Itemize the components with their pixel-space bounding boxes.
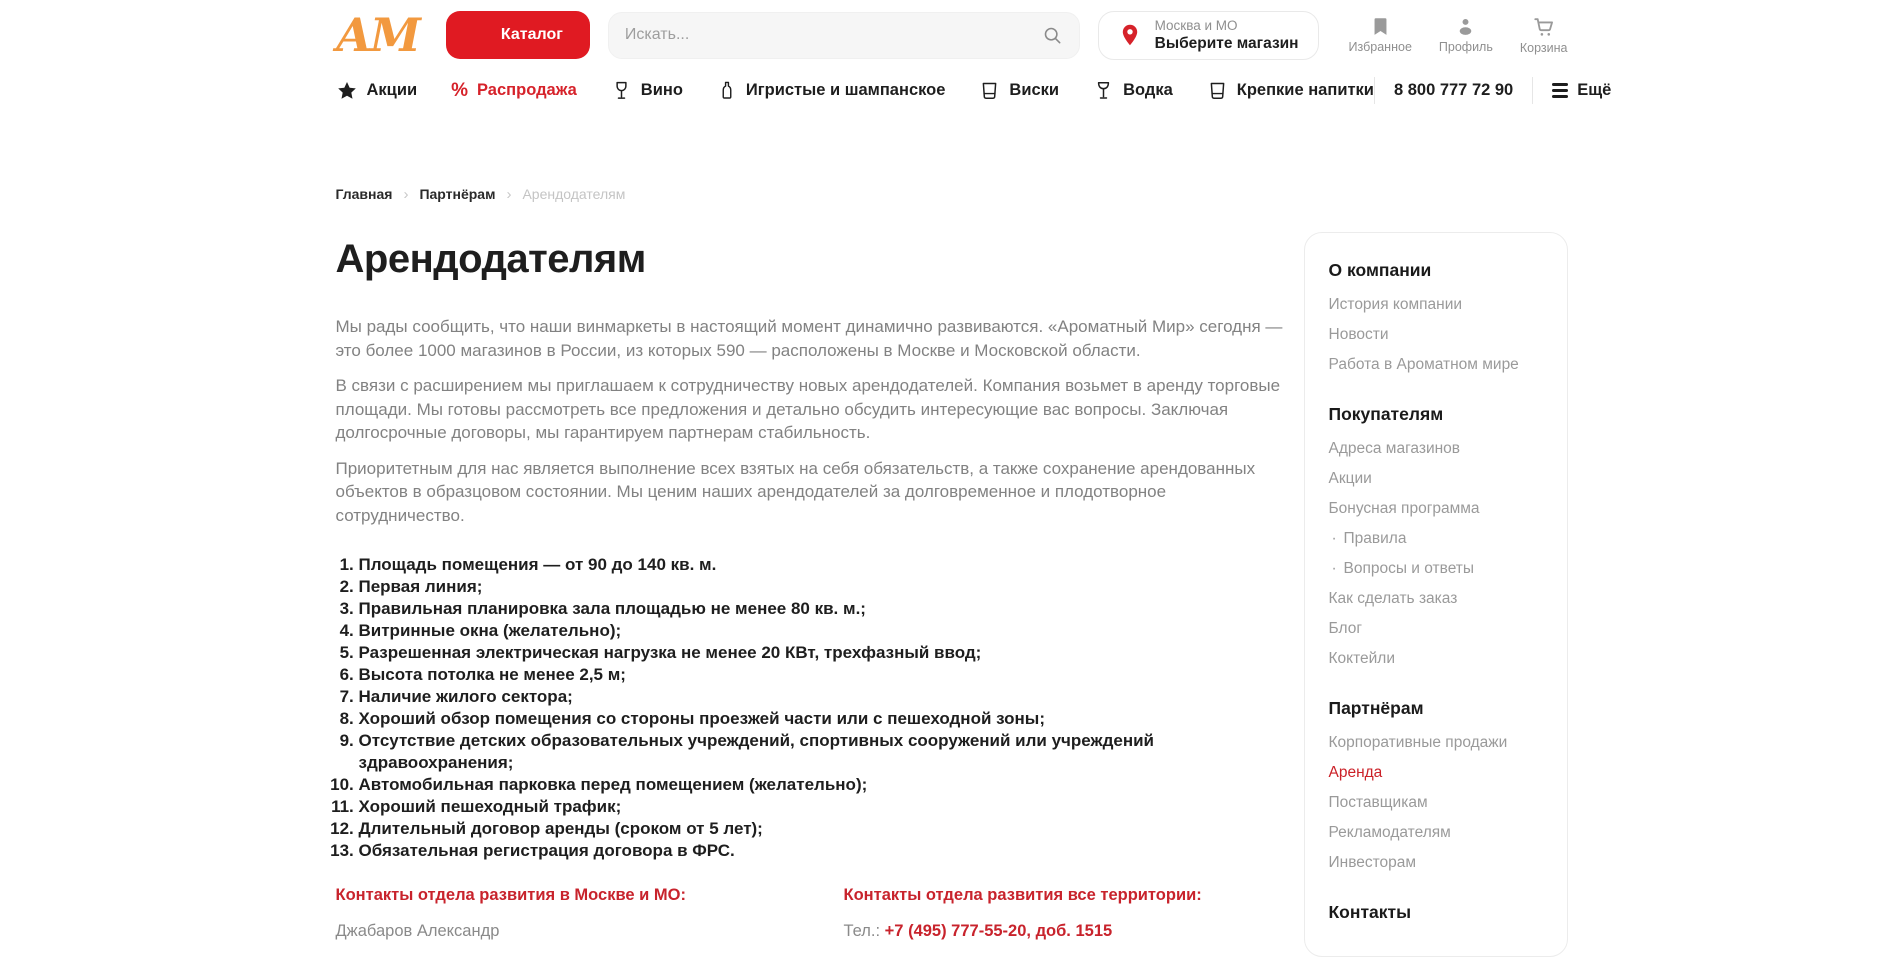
contact-heading: Контакты отдела развития в Москве и МО: xyxy=(335,886,686,904)
chevron-right-icon: › xyxy=(403,185,409,203)
location-pin-icon xyxy=(1118,23,1142,47)
requirement-item: 5. Разрешенная электрическая нагрузка не менее 20 КВт, трехфазный ввод; xyxy=(359,642,1296,664)
coupe-glass-icon xyxy=(1093,80,1114,101)
contact-person: Джабаров Александр xyxy=(335,922,500,940)
sidebar-section-contacts xyxy=(1329,902,1543,923)
nav-item-akcii[interactable] xyxy=(336,80,418,102)
breadcrumb-home[interactable]: Главная xyxy=(335,186,393,202)
sidebar-item-cocktails[interactable]: Коктейли xyxy=(1328,650,1396,667)
nav-item-viski[interactable] xyxy=(979,80,1059,101)
requirement-item: 10. Автомобильная парковка перед помещением (желательно); xyxy=(359,774,1296,796)
main-nav xyxy=(336,77,1612,104)
contact-all-territories xyxy=(844,886,1296,941)
sidebar-item-rules[interactable]: · Правила xyxy=(1329,524,1543,554)
requirements-list xyxy=(336,554,1296,862)
bookmark-icon xyxy=(1370,16,1391,37)
search-icon[interactable] xyxy=(1042,25,1063,46)
wine-glass-icon xyxy=(611,80,632,101)
requirement-item: 7. Наличие жилого сектора; xyxy=(359,686,1296,708)
requirement-item: 13. Обязательная регистрация договора в ФРС. xyxy=(359,840,1296,862)
profile-icon xyxy=(1455,16,1476,37)
favorites-button[interactable] xyxy=(1349,16,1412,55)
tumbler-glass-icon xyxy=(979,80,1000,101)
nav-label: Распродажа xyxy=(477,81,577,99)
paragraph: В связи с расширением мы приглашаем к сотрудничеству новых арендодателей. Компания возьмет в аренду торговые площади. Мы готовы рассмотреть все предложения и детально обсудить интересующие вас вопросы. Заключая долгосрочные договоры, мы гарантируем партнерам стабильность. xyxy=(335,376,1281,442)
search-bar xyxy=(608,12,1080,59)
sidebar-item-history[interactable]: История компании xyxy=(1328,296,1463,313)
sidebar-item-investors[interactable]: Инвесторам xyxy=(1328,854,1417,871)
profile-label: Профиль xyxy=(1438,39,1493,54)
sidebar-menu xyxy=(1304,232,1568,957)
more-menu-button[interactable] xyxy=(1552,81,1611,100)
sidebar-item-blog[interactable]: Блог xyxy=(1328,620,1362,637)
sidebar-item-jobs[interactable]: Работа в Ароматном мире xyxy=(1328,356,1519,373)
sidebar-title-partners[interactable]: Партнёрам xyxy=(1328,698,1424,718)
nav-item-igristye[interactable] xyxy=(717,80,946,101)
nav-item-rasprodazha[interactable] xyxy=(451,80,577,102)
sidebar-item-bonus[interactable]: Бонусная программа xyxy=(1328,500,1480,517)
contact-heading: Контакты отдела развития все территории: xyxy=(843,886,1202,904)
site-logo[interactable]: АМ xyxy=(335,8,418,62)
cart-label: Корзина xyxy=(1519,40,1568,55)
tel-prefix: Тел.: xyxy=(843,922,885,940)
chevron-right-icon: › xyxy=(506,185,512,203)
paragraph: Приоритетным для нас является выполнение всех взятых на себя обязательств, а также сохранение арендованных объектов в образцовом состоянии. Мы ценим наших арендодателей за долговременное и плодотворное сотрудничество. xyxy=(335,458,1256,525)
paragraph: Мы рады сообщить, что наши винмаркеты в настоящий момент динамично развиваются. «Ароматный Мир» сегодня — это более 1000 магазинов в России, из которых 590 — расположены в Москве и Московской области. xyxy=(335,317,1283,360)
nav-label: Крепкие напитки xyxy=(1236,81,1374,99)
percent-icon: % xyxy=(451,79,469,101)
sidebar-section-customers xyxy=(1329,404,1543,674)
sidebar-title-customers[interactable]: Покупателям xyxy=(1328,404,1444,424)
breadcrumb-partners[interactable]: Партнёрам xyxy=(419,186,496,202)
breadcrumb xyxy=(336,186,1568,202)
hamburger-icon xyxy=(1552,83,1568,97)
contact-moscow xyxy=(336,886,844,941)
requirement-item: 3. Правильная планировка зала площадью не менее 80 кв. м.; xyxy=(359,598,1296,620)
champagne-bottle-icon xyxy=(717,80,737,101)
catalog-button-label: Каталог xyxy=(500,26,563,43)
contacts-section xyxy=(336,886,1296,941)
sidebar-item-advertisers[interactable]: Рекламодателям xyxy=(1328,824,1451,841)
requirement-item: 11. Хороший пешеходный трафик; xyxy=(359,796,1296,818)
sidebar-item-addresses[interactable]: Адреса магазинов xyxy=(1328,440,1461,457)
requirement-item: 12. Длительный договор аренды (сроком от 5 лет); xyxy=(359,818,1296,840)
nav-label: Вино xyxy=(640,81,683,99)
nav-label: Водка xyxy=(1123,81,1173,99)
cart-button[interactable] xyxy=(1520,16,1568,55)
cart-icon xyxy=(1533,16,1555,38)
favorites-label: Избранное xyxy=(1348,39,1412,54)
nav-item-krepkie[interactable] xyxy=(1207,80,1374,101)
requirement-item: 6. Высота потолка не менее 2,5 м; xyxy=(359,664,1296,686)
store-selector[interactable] xyxy=(1098,11,1319,60)
requirement-item: 1. Площадь помещения — от 90 до 140 кв. м. xyxy=(359,554,1296,576)
nav-label: Виски xyxy=(1009,81,1060,99)
sidebar-item-suppliers[interactable]: Поставщикам xyxy=(1328,794,1428,811)
requirement-item: 2. Первая линия; xyxy=(359,576,1296,598)
sidebar-section-partners xyxy=(1329,698,1543,878)
profile-button[interactable] xyxy=(1439,16,1493,55)
intro-paragraphs xyxy=(336,315,1296,527)
requirement-item: 4. Витринные окна (желательно); xyxy=(359,620,1296,642)
header xyxy=(336,0,1568,60)
page-title: Арендодателям xyxy=(335,237,646,281)
nav-item-vodka[interactable] xyxy=(1093,80,1173,101)
catalog-button[interactable] xyxy=(446,11,590,59)
nav-label: Акции xyxy=(366,81,418,99)
location-region: Москва и МО xyxy=(1154,17,1238,33)
tumbler-glass-icon xyxy=(1207,80,1228,101)
sidebar-item-news[interactable]: Новости xyxy=(1328,326,1389,343)
more-label: Ещё xyxy=(1577,81,1612,99)
sidebar-item-promos[interactable]: Акции xyxy=(1328,470,1372,487)
sidebar-item-rent[interactable]: Аренда xyxy=(1328,764,1383,781)
sidebar-item-how-to-order[interactable]: Как сделать заказ xyxy=(1328,590,1458,607)
star-icon xyxy=(336,80,358,102)
sidebar-title-about[interactable]: О компании xyxy=(1328,260,1432,280)
nav-divider xyxy=(1374,77,1375,104)
nav-divider xyxy=(1532,77,1533,104)
nav-item-vino[interactable] xyxy=(611,80,683,101)
requirement-item: 9. Отсутствие детских образовательных учреждений, спортивных сооружений или учреждений здравоохранения; xyxy=(359,730,1296,774)
main-content xyxy=(336,232,1296,941)
phone-number[interactable]: 8 800 777 72 90 xyxy=(1393,81,1514,99)
header-quick-links xyxy=(1349,16,1568,55)
sidebar-section-about xyxy=(1329,260,1543,380)
location-action: Выберите магазин xyxy=(1154,34,1299,52)
sidebar-item-corporate[interactable]: Корпоративные продажи xyxy=(1328,734,1508,751)
nav-label: Игристые и шампанское xyxy=(745,81,946,99)
requirement-item: 8. Хороший обзор помещения со стороны проезжей части или с пешеходной зоны; xyxy=(359,708,1296,730)
catalog-grid-icon xyxy=(473,27,490,44)
sidebar-title-contacts[interactable]: Контакты xyxy=(1328,902,1412,922)
breadcrumb-current: Арендодателям xyxy=(522,186,626,202)
sidebar-item-faq[interactable]: · Вопросы и ответы xyxy=(1329,554,1543,584)
search-input[interactable] xyxy=(625,26,1042,44)
contact-phone-link[interactable]: +7 (495) 777-55-20, доб. 1515 xyxy=(884,922,1113,940)
